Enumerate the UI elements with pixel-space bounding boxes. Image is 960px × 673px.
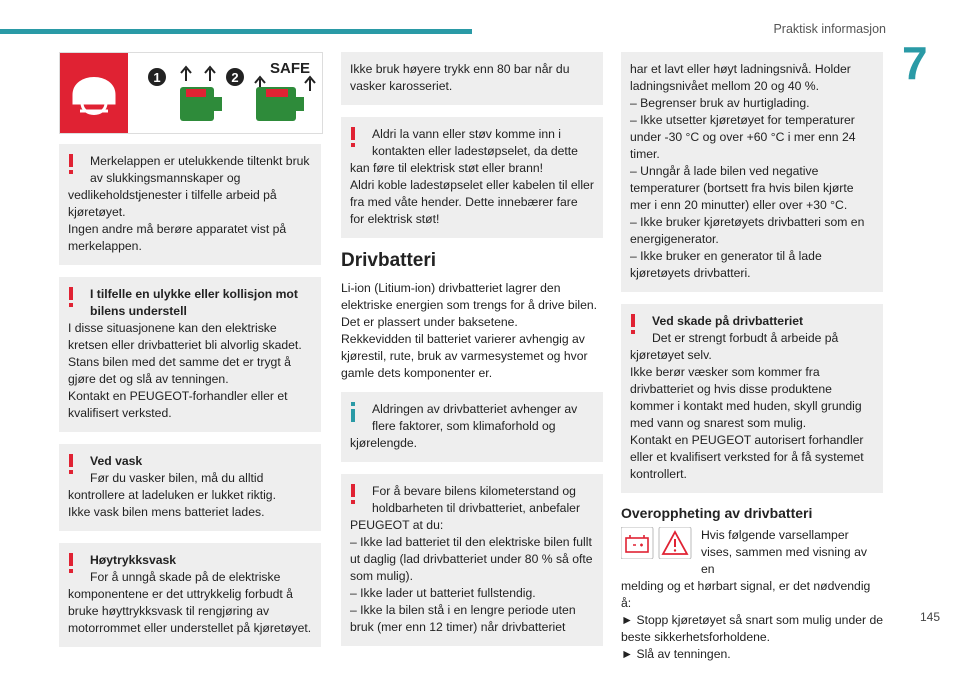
page-number: 145 (919, 610, 940, 624)
warning-exclamation-icon (69, 154, 73, 174)
warning-box-high-pressure: Høytrykksvask For å unngå skade på de elektriske komponentene er det uttrykkelig forbudt å bruke høyttrykksvask til rengjøring av motorrommet eller understellet på kjøretøyet. (59, 543, 321, 647)
connector-2-icon (255, 77, 315, 121)
note-box-pressure: Ikke bruk høyere trykk enn 80 bar når du vasker karosseriet. (341, 52, 603, 105)
chapter-number: 7 (902, 37, 928, 89)
warning-box-preserve-range: For å bevare bilens kilometerstand og holdbarheten til drivbatteriet, anbefaler PEUGEOT at du: – Ikke lad batteriet til den elektriske bilen fullt ut daglig (lad drivbatteriet under 80 % så ofte som mulig). – Ikke lader ut batteriet fullstendig. – Ikke la bilen stå i en lengre periode uten bruk (mer enn 12 timer) når drivbatteriet (341, 474, 603, 646)
firefighter-safe-label-svg (60, 53, 322, 133)
warning-lamps (621, 527, 693, 559)
warning-box-battery-damage: Ved skade på drivbatteriet Det er strengt forbudt å arbeide på kjøretøyet selv. Ikke berør væsker som kommer fra drivbatteriet og hvis disse produktene kommer i kontakt med huden, skyll grundig med vann og snarest som mulig. Kontakt en PEUGEOT autorisert forhandler eller et kvalifisert verksted for å få systemet kontrollert. (621, 304, 883, 493)
warning-exclamation-icon (69, 287, 73, 307)
column-2 (341, 52, 603, 658)
warning-exclamation-icon (631, 314, 635, 334)
svg-text:1: 1 (153, 70, 161, 85)
safety-label-illustration (59, 52, 323, 134)
column-1 (59, 52, 321, 659)
svg-text:2: 2 (231, 70, 239, 85)
section-heading-drivbatteri: Drivbatteri (341, 250, 437, 271)
warning-exclamation-icon (69, 454, 73, 474)
warning-exclamation-icon (351, 127, 355, 147)
warning-exclamation-icon (69, 553, 73, 573)
section-heading-overheating: Overoppheting av drivbatteri (621, 505, 813, 521)
running-header: Praktisk informasjon (773, 22, 886, 36)
warning-box-label: Merkelappen er utelukkende tiltenkt bruk av slukkingsmannskaper og vedlikeholdstjenester i tilfelle arbeid på kjøretøyet. Ingen andre må berøre apparatet vist på merkelappen. (59, 144, 321, 265)
warning-box-accident: I tilfelle en ulykke eller kollisjon mot bilens understell I disse situasjonene kan den elektriske kretsen eller drivbatteriet bli alvorlig skadet. Stans bilen med det samme det er trygt å gjøre det og slå av tenningen. Kontakt en PEUGEOT-forhandler eller et kvalifisert verksted. (59, 277, 321, 432)
battery-warning-lamps-svg (621, 527, 693, 559)
header-accent-bar (0, 29, 472, 34)
warning-box-washing: Ved vask Før du vasker bilen, må du alltid kontrollere at ladeluken er lukket riktig. Ikke vask bilen mens batteriet lades. (59, 444, 321, 531)
info-box-ageing: Aldringen av drivbatteriet avhenger av flere faktorer, som klimaforhold og kjørelengde. (341, 392, 603, 462)
info-icon (351, 402, 355, 422)
body-text-overheating: Hvis følgende varsellamper vises, sammen med visning av en melding og et hørbart signal, er det nødvendig å: ► Stopp kjøretøyet så snart som mulig under de beste sikkerhetsforholdene. ► Slå av tenningen. (621, 528, 884, 661)
column-3 (621, 52, 883, 673)
warning-box-water-dust: Aldri la vann eller støv komme inn i kontakten eller ladestøpselet, da dette kan føre til elektrisk støt eller brann! Aldri koble ladestøpselet eller kabelen til eller fra med våte hender. Dette innebærer fare for elektrisk støt! (341, 117, 603, 238)
warning-exclamation-icon (351, 484, 355, 504)
body-text-drivbatteri: Li-ion (Litium-ion) drivbatteriet lagrer den elektriske energien som trengs for å drive bilen. Det er plassert under baksetene. Rekkevidden til batteriet varierer avhengig av kjørestil, rute, bruk av varmesystemet og hvor gamle dets komponenter er. (341, 281, 598, 380)
continued-box-recommendations: har et lavt eller høyt ladningsnivå. Holder ladningsnivået mellom 20 og 40 %. – Begrenser bruk av hurtiglading. – Ikke utsetter kjøretøyet for temperaturer under -30 °C og over +60 °C i mer enn 24 timer. – Unngår å lade bilen ved negative temperaturer (bortsett fra hvis bilen kjørte mer i enn 20 minutter) eller over +30 °C. – Ikke bruker kjøretøyets drivbatteri som en energigenerator. – Ikke bruker en generator til å lade kjøretøyets drivbatteri. (621, 52, 883, 292)
connector-1-icon (180, 67, 222, 121)
safe-text: SAFE (270, 60, 311, 77)
